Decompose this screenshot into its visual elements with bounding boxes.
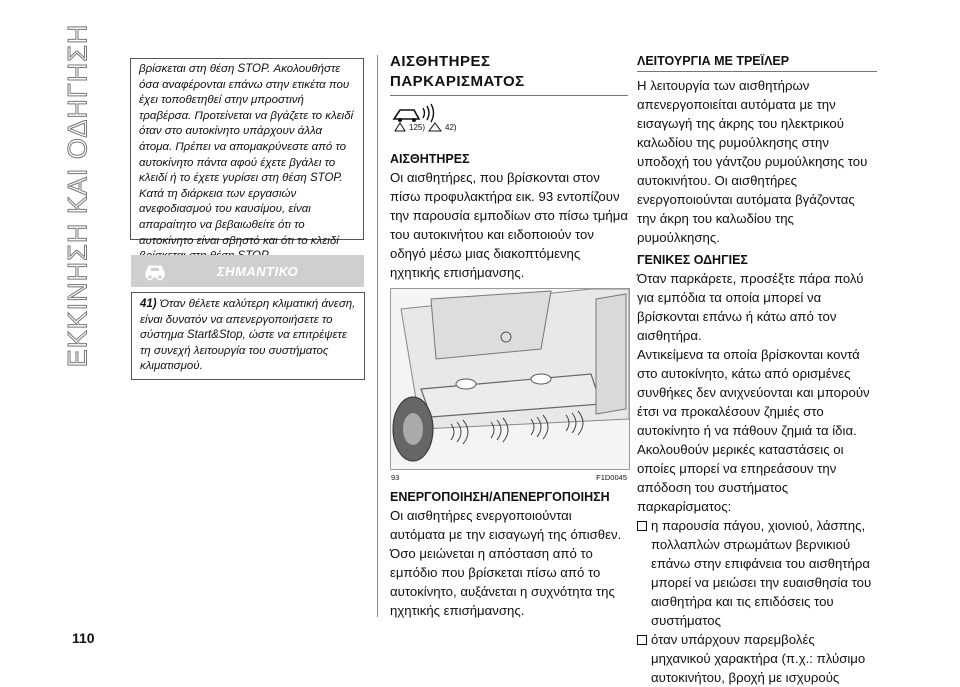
paragraph-sensors: Οι αισθητήρες, που βρίσκονται στον πίσω προφυλακτήρα εικ. 93 εντοπίζουν την παρουσία εμποδίων στο πίσω τμήμα του αυτοκινήτου και ειδοποιούν τον οδηγό μέσω μιας διακοπτόμενης ηχητικής επισήμανσης. [390, 170, 628, 280]
warning-box-text: βρίσκεται στη θέση STOP. Ακολουθήστε όσα αναφέρονται επάνω στην ετικέτα που έχει τοποθετηθεί στην μπροστινή τραβέρσα. Προτείνεται να βγάζετε το κλειδί όταν στο αυτοκίνητο υπάρχουν άλλα άτομα. Πρέπει να απομακρύνεστε από το αυτοκίνητο πάντα αφού έχετε βγάλει το κλειδί ή το έχετε γυρίσει στη θέση STOP. Κατά τη διάρκεια των εργασιών ανεφοδιασμού του καυσίμου, είναι απαραίτητο να βεβαιωθείτε ότι το αυτοκίνητο είναι σβηστό και ότι το κλειδί [139, 63, 354, 247]
warning-triangle-icon [394, 122, 406, 132]
reference-42 [428, 122, 457, 132]
subheading-activation: ΕΝΕΡΓΟΠΟΙΗΣΗ/ΑΠΕΝΕΡΓΟΠΟΙΗΣΗ [390, 490, 610, 504]
warning-box [130, 58, 364, 247]
subheading-trailer: ΛΕΙΤΟΥΡΓΙΑ ΜΕ ΤΡΕΪΛΕΡ [637, 54, 790, 68]
column-right [637, 52, 877, 687]
list-item [637, 516, 877, 630]
bullet-box-icon [637, 521, 647, 531]
paragraph-general-3: Ακολουθούν μερικές καταστάσεις οι οποίες μπορεί να επηρεάσουν την απόδοση του συστήματος παρκαρίσματος: [637, 442, 844, 514]
reference-125-label: 125) [409, 122, 426, 132]
paragraph-general-2: Αντικείμενα τα οποία βρίσκονται κοντά στο αυτοκίνητο, κάτω από ορισμένες συνθήκες δεν ανιχνεύονται και μπορούν έτσι να προκαλέσουν ζημιές στο αυτοκίνητο ή να πάθουν ζημιά τα ίδια. [637, 347, 870, 438]
list-item [637, 630, 877, 687]
section-heading-line1: ΑΙΣΘΗΤΗΡΕΣ [390, 53, 491, 70]
figure-rear-bumper [390, 288, 630, 470]
bullet-box-icon [637, 635, 647, 645]
note-body: Όταν θέλετε καλύτερη κλιματική άνεση, είναι δυνατόν να απενεργοποιήσετε το σύστημα Start&Stop, ώστε να επιτρέψετε τη συνεχή λειτουργία του συστήματος κλιματισμού. [140, 298, 356, 373]
paragraph-trailer: Η λειτουργία των αισθητήρων απενεργοποιείται αυτόματα με την εισαγωγή της άκρης του ηλεκτρικού καλωδίου της ρυμούλκησης στην υποδοχή του γάντζου ρυμούλκησης του αυτοκινήτου. Οι αισθητήρες ενεργοποιούνται αυτόματα βγάζοντας την άκρη του καλωδίου της ρυμούλκησης. [637, 78, 868, 245]
chapter-side-title-text: ΕΚΚΙΝΗΣΗ ΚΑΙ ΟΔΗΓΗΣΗ [62, 23, 93, 367]
note-box [131, 292, 365, 380]
paragraph-activation: Οι αισθητήρες ενεργοποιούνται αυτόματα με την εισαγωγή της όπισθεν. Όσο μειώνεται η απόσταση από το εμπόδιο που βρίσκεται πίσω από το αυτοκίνητο, αυξάνεται η συχνότητα της ηχητικής επισήμανσης. [390, 508, 622, 618]
car-rear-illustration [391, 289, 629, 469]
subheading-sensors: ΑΙΣΘΗΤΗΡΕΣ [390, 152, 470, 166]
figure-caption [390, 470, 628, 482]
reference-42-label: 42) [445, 122, 457, 132]
car-engine-icon [141, 260, 169, 282]
column-divider [377, 55, 378, 617]
list-item-text: όταν υπάρχουν παρεμβολές μηχανικού χαρακτήρα (π.χ.: πλύσιμο αυτοκινήτου, βροχή με ισχυρούς [651, 632, 866, 685]
section-heading [390, 52, 628, 92]
trailer-rule [637, 71, 877, 72]
page-number: 110 [72, 630, 95, 646]
figure-number: 93 [391, 473, 400, 482]
car-triangle-icon [428, 122, 442, 132]
note-title: ΣΗΜΑΝΤΙΚΟ [217, 263, 299, 279]
symbol-row [390, 96, 628, 150]
list-item-text: η παρουσία πάγου, χιονιού, λάσπης, πολλαπλών στρωμάτων βερνικιού επάνω στην επιφάνεια του αισθητήρα μπορεί να μειώσει την ευαισθησία του αισθητήρα και τις επιδόσεις του συστήματος [651, 518, 872, 628]
note-header [131, 255, 364, 287]
figure-code: F1D0045 [596, 473, 627, 482]
column-middle [390, 52, 628, 620]
note-text [132, 293, 364, 379]
note-number: 41) [140, 298, 157, 310]
reference-125 [394, 122, 425, 132]
chapter-side-title [58, 23, 98, 367]
section-heading-line2: ΠΑΡΚΑΡΙΣΜΑΤΟΣ [390, 73, 525, 90]
subheading-general: ΓΕΝΙΚΕΣ ΟΔΗΓΙΕΣ [637, 253, 748, 267]
paragraph-general-1: Όταν παρκάρετε, προσέξτε πάρα πολύ για εμπόδια τα οποία μπορεί να βρίσκονται επάνω ή κάτω από τον αισθητήρα. [637, 271, 864, 343]
